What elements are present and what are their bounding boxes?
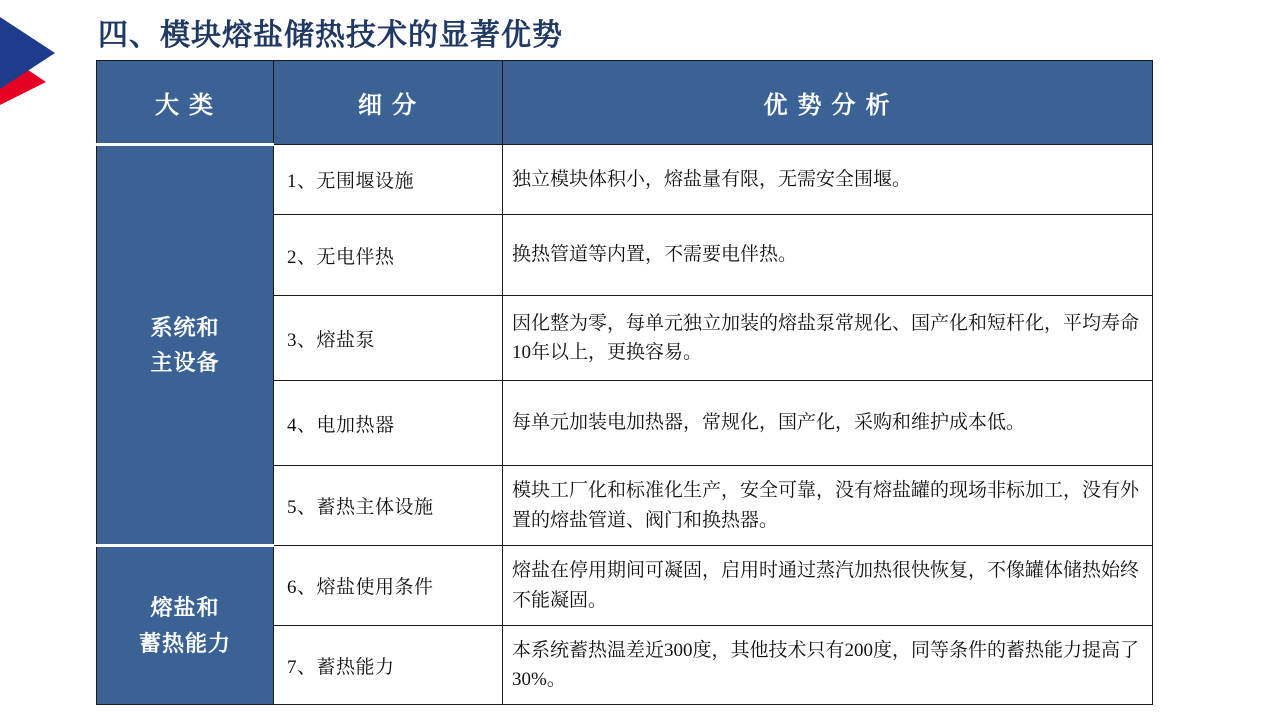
header-subdivision: 细 分 — [274, 61, 503, 145]
header-category: 大 类 — [97, 61, 274, 145]
subdivision-cell: 4、电加热器 — [274, 381, 503, 466]
category-cell-moltensalt-capacity — [97, 546, 274, 705]
subdivision-cell: 2、无电伴热 — [274, 215, 503, 296]
analysis-cell: 模块工厂化和标准化生产，安全可靠，没有熔盐罐的现场非标加工，没有外置的熔盐管道、阀门和换热器。 — [503, 466, 1153, 546]
analysis-cell: 独立模块体积小，熔盐量有限，无需安全围堰。 — [503, 145, 1153, 215]
subdivision-cell: 1、无围堰设施 — [274, 145, 503, 215]
subdivision-cell: 6、熔盐使用条件 — [274, 546, 503, 626]
category-line: 蓄热能力 — [138, 630, 231, 656]
analysis-cell: 本系统蓄热温差近300度，其他技术只有200度，同等条件的蓄热能力提高了30%。 — [503, 626, 1153, 705]
header-advantage-analysis: 优 势 分 析 — [503, 61, 1153, 145]
analysis-cell: 因化整为零，每单元独立加装的熔盐泵常规化、国产化和短杆化，平均寿命10年以上，更换容易。 — [503, 296, 1153, 381]
page-title: 四、模块熔盐储热技术的显著优势 — [98, 19, 563, 52]
table-header-row — [97, 61, 1153, 145]
analysis-cell: 换热管道等内置，不需要电伴热。 — [503, 215, 1153, 296]
corner-arrows-decoration — [0, 5, 62, 115]
category-cell-system-equipment — [97, 145, 274, 546]
category-line: 熔盐和 — [150, 595, 220, 621]
subdivision-cell: 5、蓄热主体设施 — [274, 466, 503, 546]
analysis-cell: 每单元加装电加热器，常规化，国产化，采购和维护成本低。 — [503, 381, 1153, 466]
table-row — [97, 546, 1153, 626]
category-line: 主设备 — [150, 350, 220, 375]
subdivision-cell: 7、蓄热能力 — [274, 626, 503, 705]
analysis-cell: 熔盐在停用期间可凝固，启用时通过蒸汽加热很快恢复，不像罐体储热始终不能凝固。 — [503, 546, 1153, 626]
subdivision-cell: 3、熔盐泵 — [274, 296, 503, 381]
table-row — [97, 145, 1153, 215]
advantages-table — [96, 60, 1153, 705]
category-line: 系统和 — [150, 314, 220, 340]
